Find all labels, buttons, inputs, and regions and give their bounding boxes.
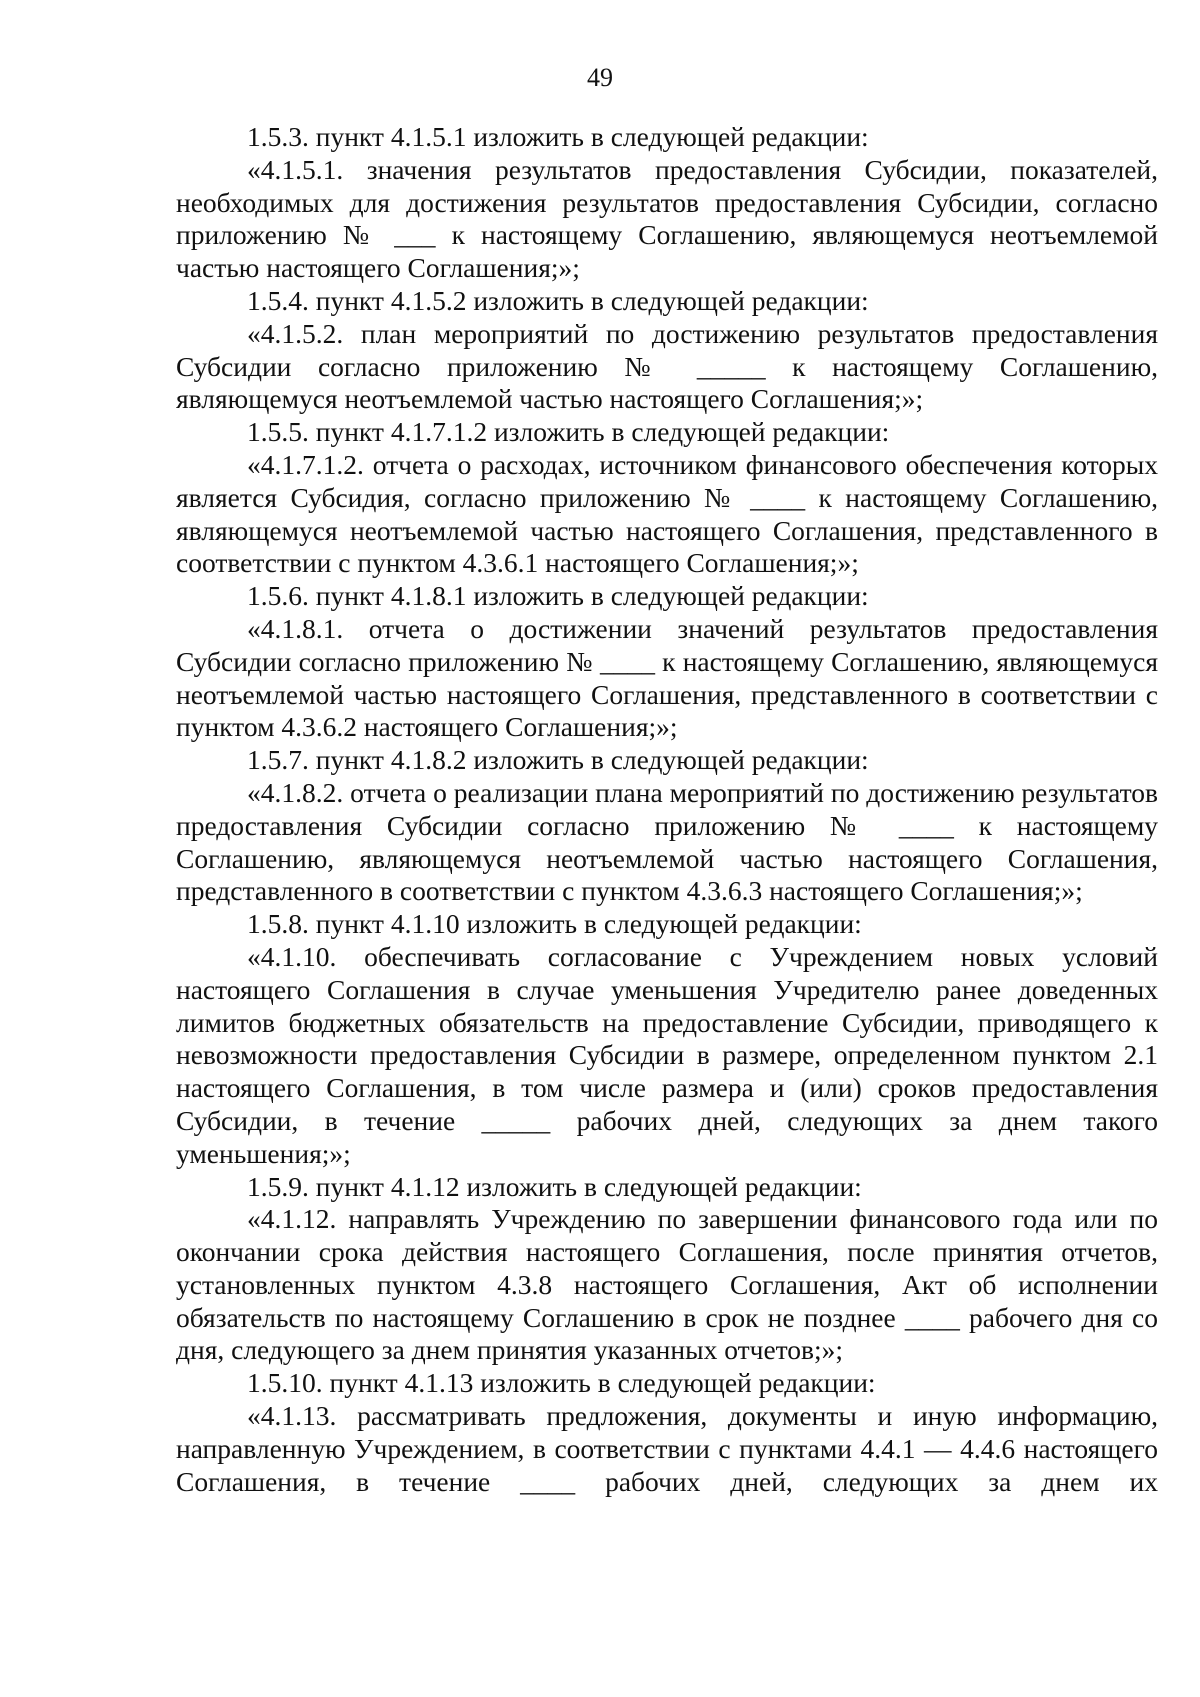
paragraph: «4.1.7.1.2. отчета о расходах, источником финансового обеспечения которых является Субсидия, согласно приложению № ____ к настоящему Соглашению, являющемуся неотъемлемой частью настоящего Соглашения, представленного в соответствии с пунктом 4.3.6.1 настоящего Соглашения;»; <box>176 448 1158 579</box>
paragraph: «4.1.10. обеспечивать согласование с Учреждением новых условий настоящего Соглашения в случае уменьшения Учредителю ранее доведенных лимитов бюджетных обязательств на предоставление Субсидии, приводящего к невозможности предоставления Субсидии в размере, определенном пунктом 2.1 настоящего Соглашения, в том числе размера и (или) сроков предоставления Субсидии, в течение _____ рабочих дней, следующих за днем такого уменьшения;»; <box>176 940 1158 1169</box>
paragraph: 1.5.10. пункт 4.1.13 изложить в следующей редакции: <box>247 1367 876 1399</box>
paragraph: 1.5.5. пункт 4.1.7.1.2 изложить в следующей редакции: <box>247 416 890 448</box>
paragraph: 1.5.3. пункт 4.1.5.1 изложить в следующей редакции: <box>247 121 869 152</box>
paragraph: «4.1.12. направлять Учреждению по завершении финансового года или по окончании срока действия настоящего Соглашения, после принятия отчетов, установленных пунктом 4.3.8 настоящего Соглашения, Акт об исполнении обязательств по настоящему Соглашению в срок не позднее ____ рабочего дня со дня, следующего за днем принятия указанных отчетов;»; <box>176 1203 1158 1366</box>
paragraph: 1.5.4. пункт 4.1.5.2 изложить в следующей редакции: <box>247 284 869 316</box>
paragraph: 1.5.7. пункт 4.1.8.2 изложить в следующей редакции: <box>247 744 869 776</box>
paragraph: «4.1.5.1. значения результатов предоставления Субсидии, показателей, необходимых для достижения результатов предоставления Субсидии, согласно приложению № ___ к настоящему Соглашению, являющемуся неотъемлемой частью настоящего Соглашения;»; <box>176 153 1158 284</box>
document-body <box>176 121 1158 1498</box>
paragraph: 1.5.8. пункт 4.1.10 изложить в следующей редакции: <box>247 908 862 940</box>
paragraph: «4.1.5.2. план мероприятий по достижению результатов предоставления Субсидии согласно приложению № _____ к настоящему Соглашению, являющемуся неотъемлемой частью настоящего Соглашения;»; <box>176 317 1158 415</box>
paragraph: «4.1.8.2. отчета о реализации плана мероприятий по достижению результатов предоставления Субсидии согласно приложению № ____ к настоящему Соглашению, являющемуся неотъемлемой частью настоящего Соглашения, представленного в соответствии с пунктом 4.3.6.3 настоящего Соглашения;»; <box>176 776 1158 907</box>
page-number: 49 <box>587 63 613 92</box>
paragraph: «4.1.8.1. отчета о достижении значений результатов предоставления Субсидии согласно приложению № ____ к настоящему Соглашению, являющемуся неотъемлемой частью настоящего Соглашения, представленного в соответствии с пунктом 4.3.6.2 настоящего Соглашения;»; <box>176 612 1158 743</box>
paragraph: 1.5.6. пункт 4.1.8.1 изложить в следующей редакции: <box>247 580 869 612</box>
paragraph: 1.5.9. пункт 4.1.12 изложить в следующей редакции: <box>247 1170 862 1202</box>
paragraph: «4.1.13. рассматривать предложения, документы и иную информацию, направленную Учреждением, в соответствии с пунктами 4.4.1 — 4.4.6 настоящего Соглашения, в течение ____ рабочих дней, следующих за днем их <box>176 1400 1158 1497</box>
